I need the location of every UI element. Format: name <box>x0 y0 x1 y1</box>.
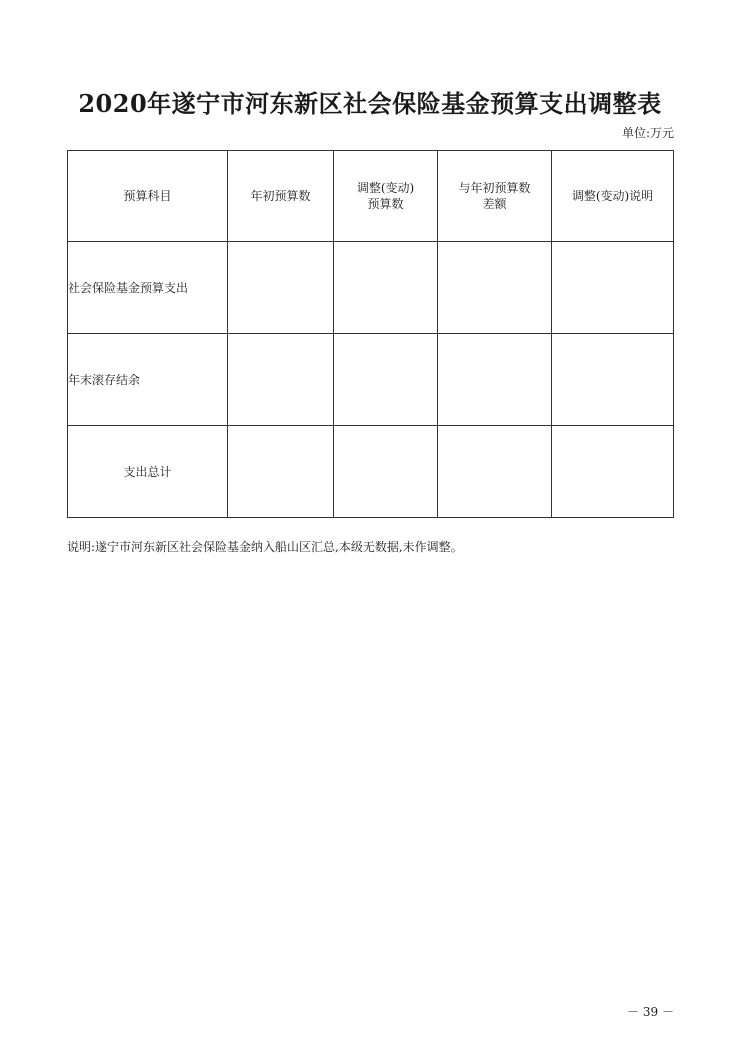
header-adjusted-budget: 调整(变动) 预算数 <box>334 151 438 242</box>
table-row <box>68 242 674 334</box>
header-budget-subject: 预算科目 <box>68 151 228 242</box>
table-cell <box>438 426 552 518</box>
budget-adjustment-table <box>67 150 674 518</box>
unit-label: 单位:万元 <box>621 126 674 140</box>
header-initial-budget: 年初预算数 <box>228 151 334 242</box>
row-label: 年末滚存结余 <box>68 334 228 426</box>
header-difference: 与年初预算数 差额 <box>438 151 552 242</box>
page-number: － 39 － <box>627 1005 674 1019</box>
row-label: 社会保险基金预算支出 <box>68 242 228 334</box>
table-cell <box>552 334 674 426</box>
header-adjustment-note: 调整(变动)说明 <box>552 151 674 242</box>
table-cell <box>228 334 334 426</box>
row-label: 支出总计 <box>68 426 228 518</box>
table-header-row <box>68 151 674 242</box>
page-title: 2020年遂宁市河东新区社会保险基金预算支出调整表 <box>78 89 662 118</box>
table-cell <box>334 334 438 426</box>
table-cell <box>552 242 674 334</box>
table-cell <box>334 426 438 518</box>
explanatory-note: 说明:遂宁市河东新区社会保险基金纳入船山区汇总,本级无数据,未作调整。 <box>67 540 463 554</box>
table-cell <box>334 242 438 334</box>
table-cell <box>438 334 552 426</box>
table-cell <box>438 242 552 334</box>
table-cell <box>228 242 334 334</box>
table-cell <box>552 426 674 518</box>
table-cell <box>228 426 334 518</box>
table-row <box>68 334 674 426</box>
table-row <box>68 426 674 518</box>
